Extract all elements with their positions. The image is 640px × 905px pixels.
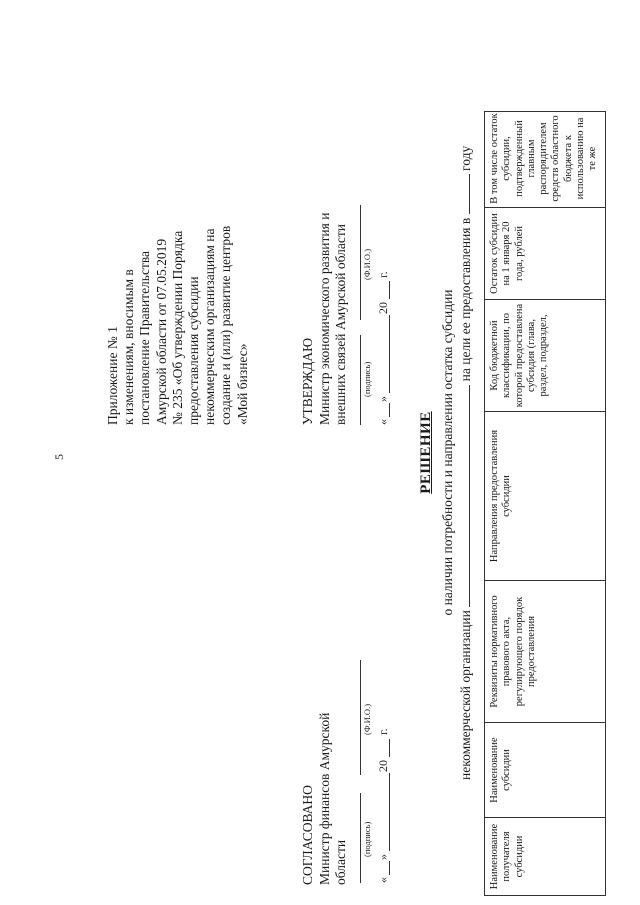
approve-heading: УТВЕРЖДАЮ — [300, 337, 315, 425]
agree-date-open: « — [376, 877, 390, 883]
agree-signature-line — [360, 793, 361, 883]
appendix-line: предоставления субсидии — [186, 276, 202, 425]
year-blank — [457, 174, 470, 214]
decision-subtitle-line2 — [457, 146, 474, 780]
table-header-cell: Наименование субсидии — [485, 722, 605, 817]
decision-subtitle-part: году — [458, 145, 473, 171]
appendix-line: «Мой бизнес» — [234, 343, 250, 425]
approve-year-prefix: 20 — [376, 302, 390, 314]
approve-position: Министр экономического развития и — [316, 212, 332, 425]
appendix-line: к изменениям, вносимым в — [121, 269, 137, 425]
agree-name-caption: (Ф.И.О.) — [362, 703, 372, 735]
appendix-line: Приложение № 1 — [105, 326, 120, 425]
appendix-line: создание и (или) развитие центров — [218, 225, 234, 425]
organization-blank — [457, 385, 470, 607]
approve-position: внешних связей Амурской области — [333, 223, 348, 425]
approve-signature-caption: (подпись) — [362, 361, 372, 397]
approve-block — [300, 213, 350, 425]
appendix-line: некоммерческим организациям на — [202, 228, 218, 425]
table-header-cell: В том числе остаток субсидии, подтвержденный главным распорядителем средств областного бюджета к использованию на те же — [489, 113, 599, 204]
table-header-cell: Остаток субсидии на 1 января 20 года, рублей — [485, 207, 605, 299]
agree-month-blank — [389, 773, 390, 851]
agree-position: Министр финансов Амурской — [316, 712, 332, 885]
decision-table — [484, 111, 606, 896]
agree-position: области — [333, 839, 348, 885]
decision-subtitle-part: некоммерческой организации — [458, 610, 473, 780]
approve-month-blank — [389, 315, 390, 393]
table-header-cell: Направления предоставления субсидии — [485, 411, 605, 580]
approve-signature-line — [360, 335, 361, 425]
appendix-line: Амурской области от 07.05.2019 — [153, 238, 169, 425]
approve-date-close: » — [376, 396, 390, 402]
table-header-cell: Реквизиты нормативного правового акта, регулирующего порядок предоставления — [485, 580, 605, 722]
approve-name-caption: (Ф.И.О.) — [362, 248, 372, 280]
approve-year-suffix: г. — [376, 271, 390, 278]
decision-subtitle-part: на цели ее предоставления в — [458, 217, 473, 382]
agree-day-blank — [389, 861, 390, 875]
agree-year-blank — [389, 739, 390, 757]
table-header-cell: Наименование получателя субсидии — [485, 817, 605, 895]
agree-date-close: » — [376, 854, 390, 860]
approve-day-blank — [389, 403, 390, 417]
agree-name-line — [360, 660, 361, 775]
decision-subtitle: о наличии потребности и направлении остатка субсидии — [440, 289, 455, 616]
agree-signature-caption: (подпись) — [362, 821, 372, 857]
agree-block — [300, 713, 350, 885]
agree-year-suffix: г. — [376, 728, 390, 735]
agree-heading: СОГЛАСОВАНО — [300, 785, 315, 885]
decision-title: РЕШЕНИЕ — [418, 411, 434, 494]
page-number: 5 — [52, 454, 66, 460]
table-header-cell: Код бюджетной классификации, по которой предоставлена субсидия (глава, раздел, подраздел, — [485, 299, 605, 411]
appendix-line: постановление Правительства — [137, 250, 153, 425]
approve-date-open: « — [376, 419, 390, 425]
appendix-block — [105, 226, 251, 425]
approve-name-line — [360, 205, 361, 320]
approve-year-blank — [389, 281, 390, 299]
appendix-line: № 235 «Об утверждении Порядка — [169, 230, 185, 425]
agree-year-prefix: 20 — [376, 760, 390, 772]
